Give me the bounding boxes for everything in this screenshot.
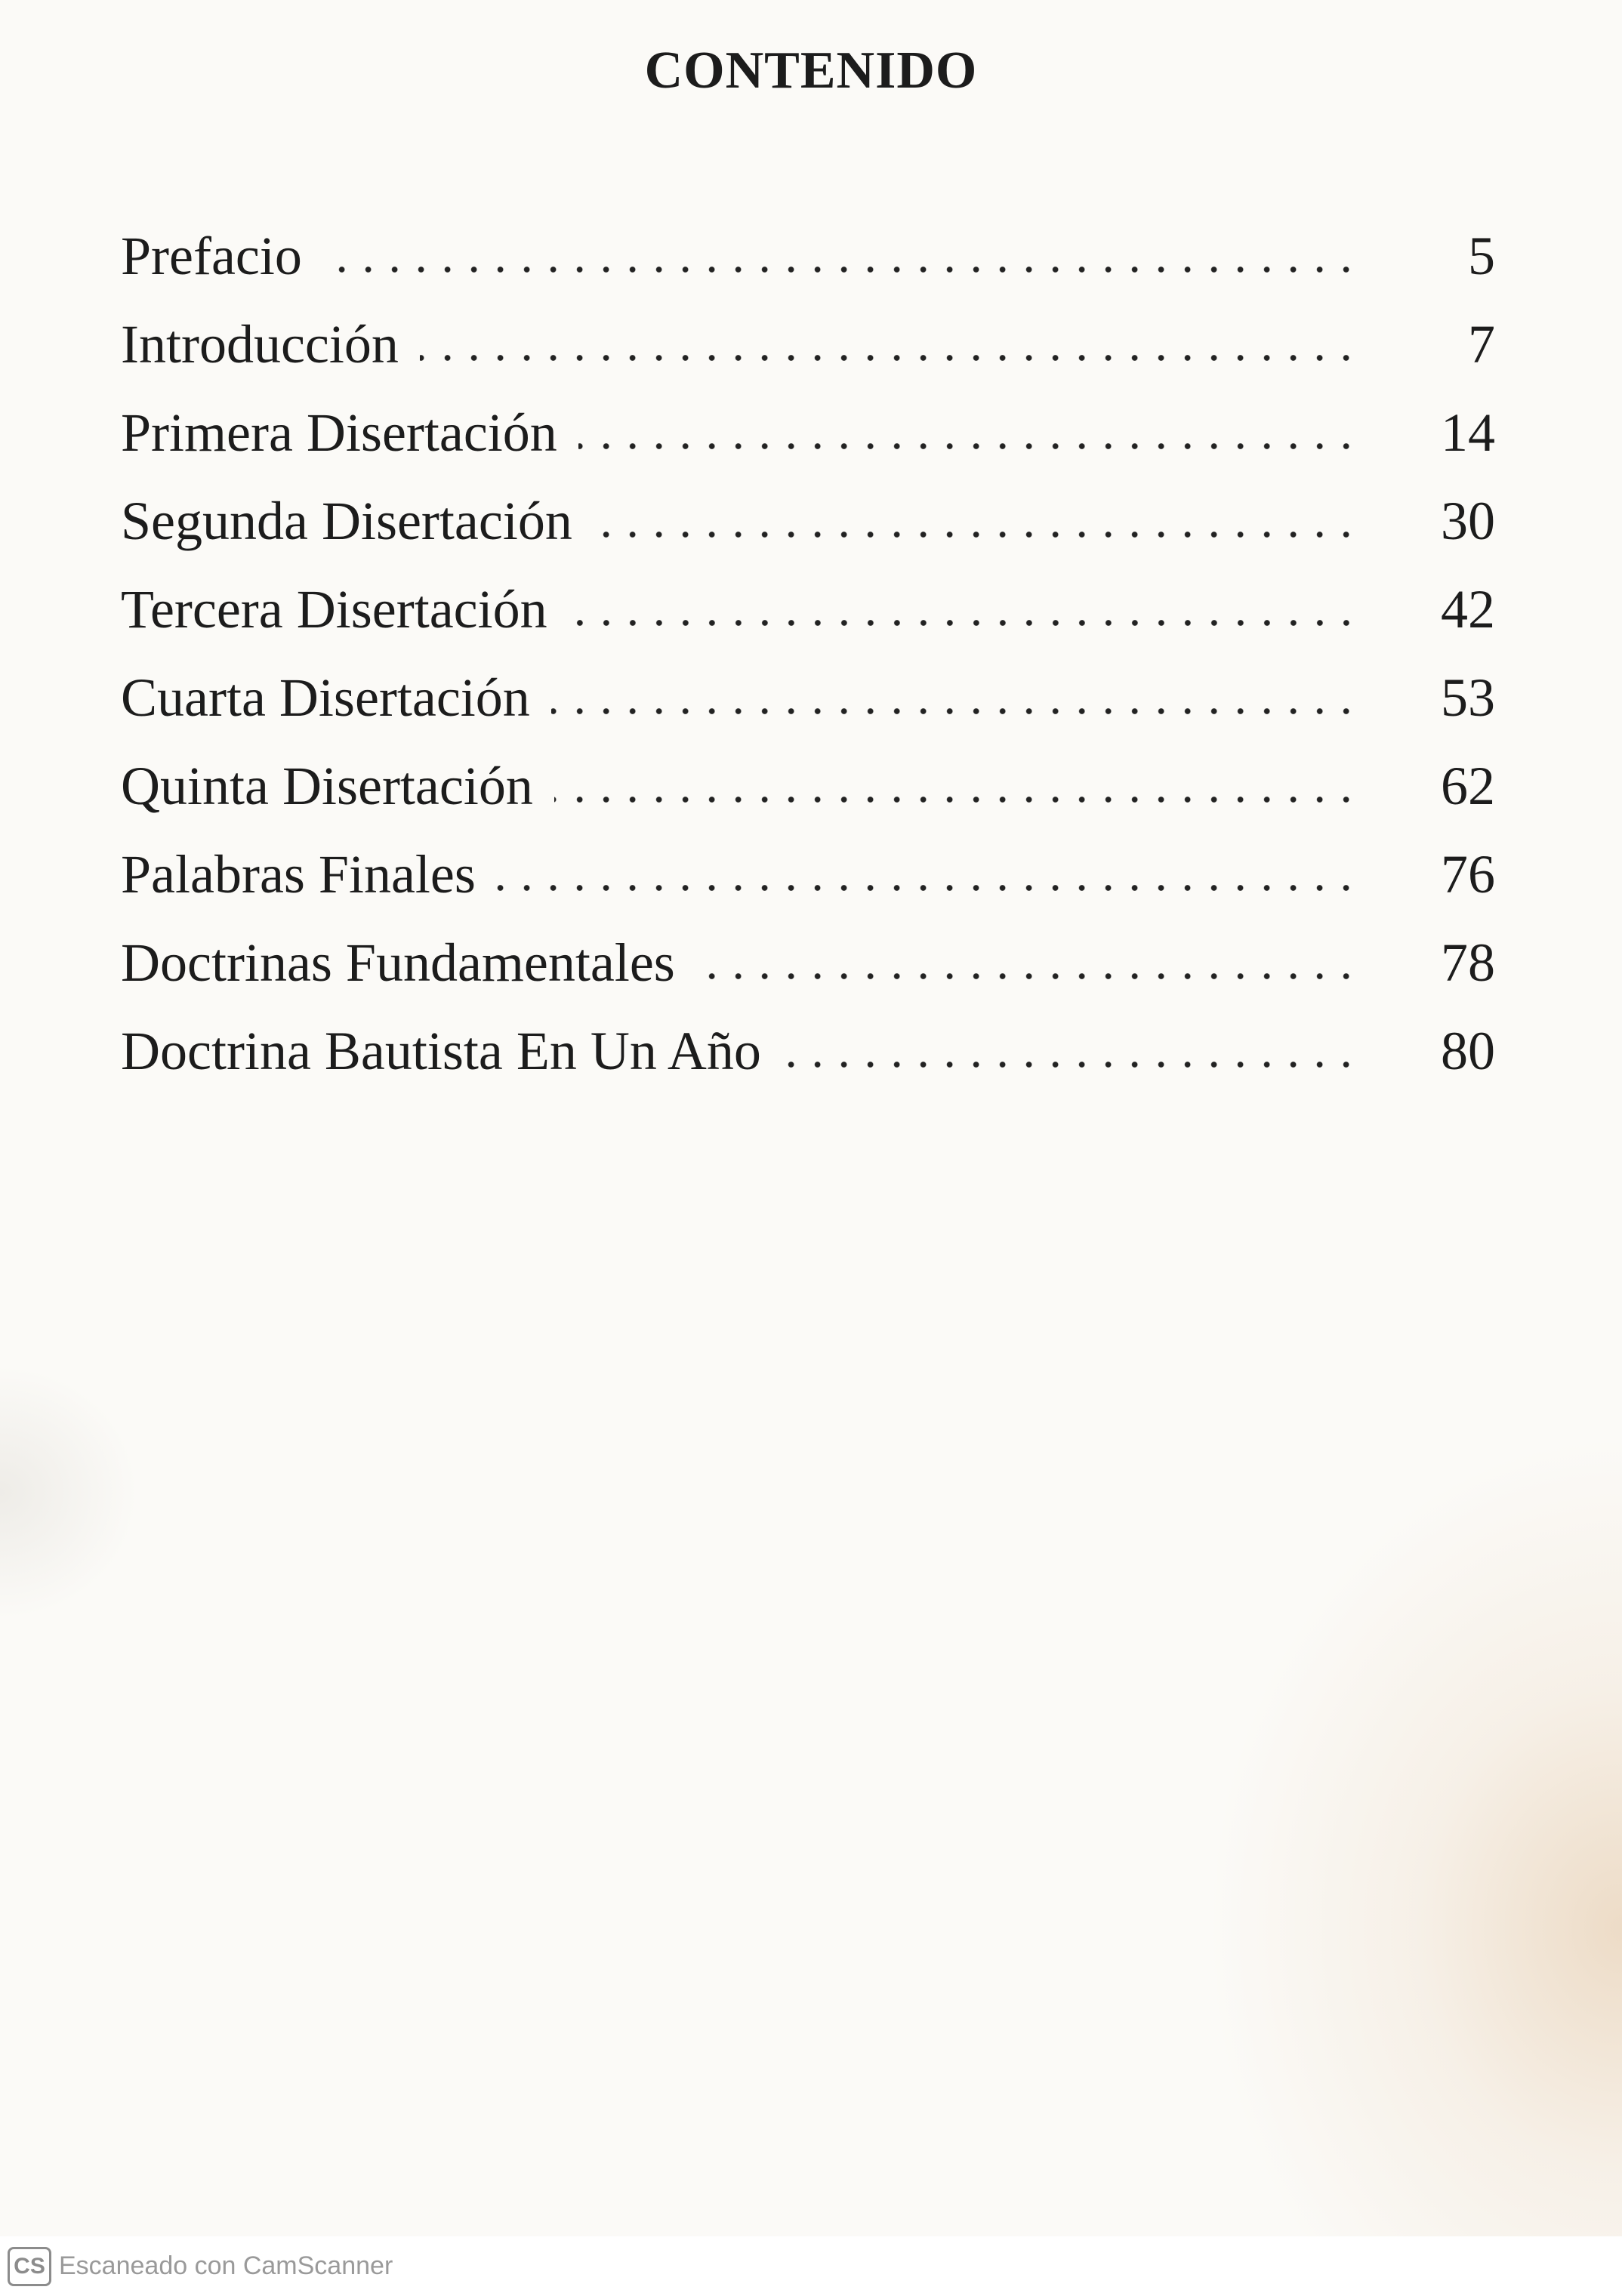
toc-entry-page: 53 [1441, 667, 1495, 728]
watermark-text: Escaneado con CamScanner [59, 2251, 393, 2280]
dot-leader [420, 353, 1359, 362]
dot-leader [323, 265, 1359, 274]
table-of-contents [121, 225, 1495, 1108]
page-title: CONTENIDO [644, 42, 978, 100]
toc-entry-title: Introducción [121, 314, 399, 374]
toc-entry-title: Tercera Disertación [121, 579, 547, 639]
toc-entry-tercera-disertacion [121, 578, 1495, 667]
toc-entry-title: Prefacio [121, 226, 302, 286]
toc-entry-title: Palabras Finales [121, 844, 476, 905]
toc-entry-page: 80 [1441, 1021, 1495, 1081]
dot-leader [554, 795, 1359, 804]
toc-entry-title: Primera Disertación [121, 402, 557, 463]
toc-entry-page: 42 [1441, 579, 1495, 639]
dot-leader [594, 530, 1359, 539]
dot-leader [696, 972, 1359, 981]
toc-entry-page: 62 [1441, 756, 1495, 816]
dot-leader [497, 883, 1359, 892]
dot-leader [782, 1060, 1359, 1069]
toc-entry-segunda-disertacion [121, 490, 1495, 578]
toc-entry-title: Segunda Disertación [121, 491, 572, 551]
dot-leader [569, 618, 1359, 627]
toc-entry-introduccion [121, 313, 1495, 402]
toc-entry-page: 30 [1441, 491, 1495, 551]
dot-leader [578, 442, 1359, 451]
toc-entry-prefacio [121, 225, 1495, 313]
toc-entry-page: 14 [1441, 402, 1495, 463]
toc-entry-page: 76 [1441, 844, 1495, 905]
toc-entry-title: Quinta Disertación [121, 756, 533, 816]
toc-entry-title: Doctrinas Fundamentales [121, 932, 675, 993]
toc-entry-primera-disertacion [121, 402, 1495, 490]
scanner-watermark [0, 2236, 1622, 2296]
toc-entry-page: 78 [1441, 932, 1495, 993]
toc-entry-title: Cuarta Disertación [121, 667, 530, 728]
toc-entry-page: 7 [1468, 314, 1495, 374]
toc-entry-cuarta-disertacion [121, 667, 1495, 755]
toc-entry-quinta-disertacion [121, 755, 1495, 843]
camscanner-logo-icon: CS [8, 2247, 51, 2286]
toc-entry-title: Doctrina Bautista En Un Año [121, 1021, 761, 1081]
toc-entry-palabras-finales [121, 843, 1495, 932]
toc-entry-page: 5 [1468, 226, 1495, 286]
toc-entry-doctrina-bautista [121, 1020, 1495, 1108]
dot-leader [551, 707, 1359, 716]
toc-entry-doctrinas-fundamentales [121, 932, 1495, 1020]
